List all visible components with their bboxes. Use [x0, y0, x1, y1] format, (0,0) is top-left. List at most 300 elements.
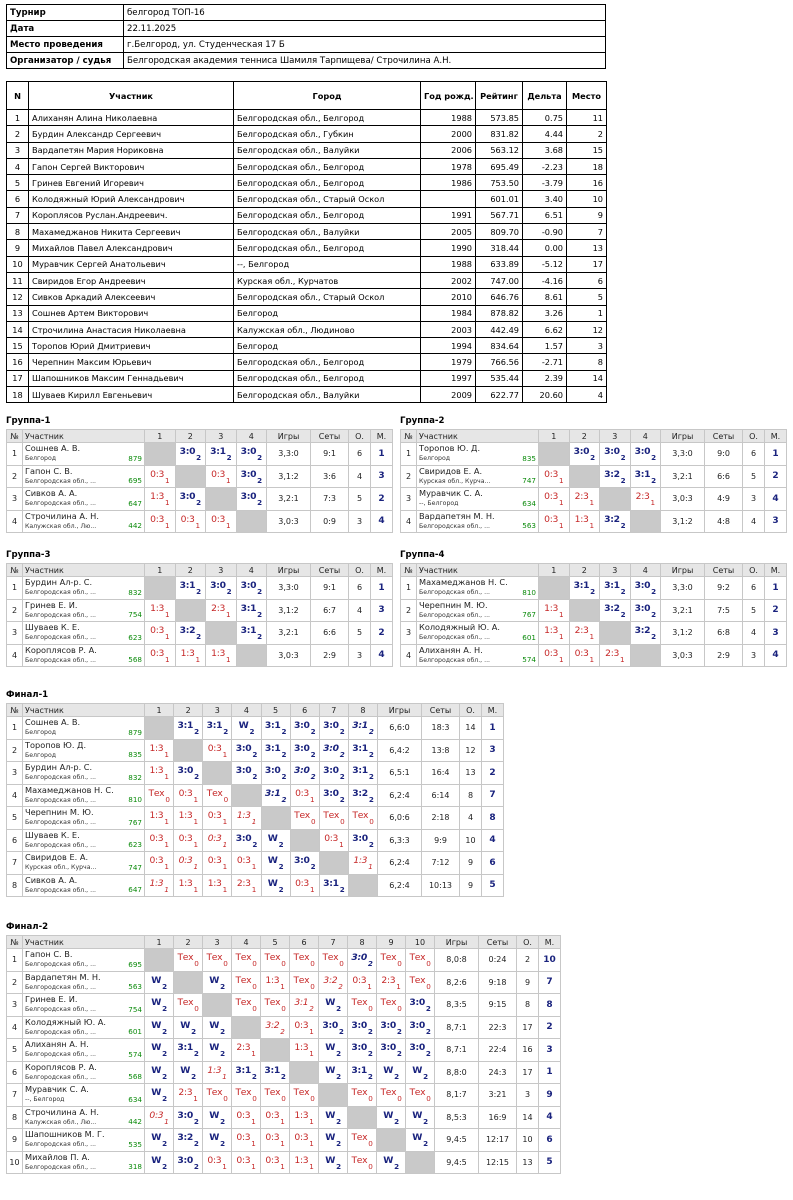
match-score[interactable]: [145, 971, 174, 994]
match-score[interactable]: [232, 717, 261, 740]
score-points: 2: [257, 475, 262, 485]
match-score[interactable]: [236, 443, 267, 466]
match-score[interactable]: [406, 1129, 435, 1152]
score-points: 2: [620, 453, 626, 462]
match-score[interactable]: [206, 577, 237, 600]
match-score[interactable]: [175, 443, 206, 466]
match-score[interactable]: [319, 807, 348, 830]
match-score[interactable]: [174, 1129, 203, 1152]
match-score[interactable]: [203, 1016, 232, 1039]
match-score[interactable]: [145, 874, 174, 897]
match-score[interactable]: [600, 577, 631, 600]
player-cell[interactable]: [23, 717, 145, 740]
match-score[interactable]: [348, 994, 377, 1017]
player-cell[interactable]: [417, 577, 539, 600]
match-score[interactable]: [539, 599, 570, 622]
match-score[interactable]: [232, 1151, 261, 1174]
score-value: 1:31: [236, 810, 257, 826]
match-score[interactable]: [261, 762, 290, 785]
match-score[interactable]: [203, 784, 232, 807]
match-score[interactable]: [630, 443, 661, 466]
match-score[interactable]: [290, 784, 319, 807]
score-value: Тех0: [206, 952, 228, 968]
match-score[interactable]: [319, 762, 348, 785]
match-score[interactable]: [206, 599, 237, 622]
match-score[interactable]: [174, 1084, 203, 1107]
header-games: Игры: [435, 936, 479, 949]
match-score[interactable]: [232, 762, 261, 785]
match-score[interactable]: [319, 784, 348, 807]
match-score[interactable]: [145, 829, 174, 852]
score-points: 2: [191, 1071, 196, 1081]
match-score[interactable]: [236, 599, 267, 622]
match-score[interactable]: [145, 622, 176, 645]
match-score[interactable]: [145, 1151, 174, 1174]
match-score[interactable]: [630, 488, 661, 511]
score-points: 2: [339, 794, 345, 804]
match-score[interactable]: [261, 971, 290, 994]
match-score[interactable]: [174, 762, 203, 785]
player-games: 8,1:7: [435, 1084, 479, 1107]
player-cell[interactable]: [23, 1151, 145, 1174]
player-cell[interactable]: [23, 1016, 145, 1039]
match-score[interactable]: [203, 852, 232, 875]
match-score[interactable]: [569, 622, 600, 645]
match-score[interactable]: [174, 1151, 203, 1174]
match-score[interactable]: [203, 1039, 232, 1062]
player-cell[interactable]: [417, 443, 539, 466]
score-value: W2: [238, 720, 255, 736]
match-score[interactable]: [319, 1039, 348, 1062]
score-value: 3:12: [240, 625, 262, 641]
match-score[interactable]: [377, 1061, 406, 1084]
match-score[interactable]: [174, 807, 203, 830]
match-score[interactable]: [261, 829, 290, 852]
player-cell[interactable]: [23, 443, 145, 466]
match-score[interactable]: [319, 971, 348, 994]
player-cell[interactable]: [23, 971, 145, 994]
match-score[interactable]: [145, 1106, 174, 1129]
match-score[interactable]: [174, 852, 203, 875]
player-cell[interactable]: [23, 510, 145, 533]
match-score[interactable]: [261, 1151, 290, 1174]
score-points: 1: [164, 1116, 169, 1126]
match-score[interactable]: [630, 465, 661, 488]
player-cell[interactable]: [417, 622, 539, 645]
match-score[interactable]: [569, 644, 600, 667]
score-value: 3:02: [294, 742, 316, 759]
match-score[interactable]: [290, 874, 319, 897]
player-cell[interactable]: [23, 577, 145, 600]
match-score[interactable]: [174, 1016, 203, 1039]
match-score[interactable]: [175, 644, 206, 667]
match-score[interactable]: [600, 644, 631, 667]
match-score[interactable]: [348, 971, 377, 994]
match-score[interactable]: [539, 622, 570, 645]
player-games: 8,2:6: [435, 971, 479, 994]
match-score[interactable]: [348, 1084, 377, 1107]
match-score[interactable]: [206, 465, 237, 488]
score-value: 3:12: [177, 1042, 199, 1058]
match-score[interactable]: [203, 971, 232, 994]
match-score[interactable]: [145, 510, 176, 533]
diagonal-cell: [569, 599, 600, 622]
header-name: Участник: [23, 704, 145, 717]
match-score[interactable]: [232, 852, 261, 875]
match-score[interactable]: [406, 971, 435, 994]
player-cell[interactable]: [23, 784, 145, 807]
player-city: Белгородская обл., ...: [25, 1051, 97, 1058]
diagonal-cell: [232, 784, 261, 807]
player-cell[interactable]: [23, 599, 145, 622]
match-score[interactable]: [175, 622, 206, 645]
match-score[interactable]: [290, 1039, 319, 1062]
player-cell[interactable]: [23, 949, 145, 972]
match-score[interactable]: [203, 739, 232, 762]
score-value: Тех0: [206, 1087, 228, 1103]
match-score[interactable]: [145, 1061, 174, 1084]
match-score[interactable]: [600, 599, 631, 622]
player-cell[interactable]: [23, 488, 145, 511]
match-score[interactable]: [261, 874, 290, 897]
match-score[interactable]: [377, 971, 406, 994]
match-score[interactable]: [175, 577, 206, 600]
match-score[interactable]: [232, 1106, 261, 1129]
group-row: [401, 488, 787, 511]
match-score[interactable]: [290, 1084, 319, 1107]
match-score[interactable]: [290, 994, 319, 1017]
match-score[interactable]: [319, 1061, 348, 1084]
participants-header: Город: [234, 82, 421, 110]
match-score[interactable]: [348, 762, 377, 785]
player-cell[interactable]: [417, 599, 539, 622]
match-score[interactable]: [261, 1129, 290, 1152]
match-score[interactable]: [539, 644, 570, 667]
match-score[interactable]: [145, 488, 176, 511]
match-score[interactable]: [174, 784, 203, 807]
match-score[interactable]: [232, 807, 261, 830]
match-score[interactable]: [348, 852, 377, 875]
match-score[interactable]: [145, 644, 176, 667]
participant-cell: 5: [7, 175, 29, 191]
score-points: 0: [223, 794, 228, 804]
match-score[interactable]: [174, 949, 203, 972]
match-score[interactable]: [175, 510, 206, 533]
participant-cell: 8.61: [523, 289, 567, 305]
match-score[interactable]: [319, 739, 348, 762]
participant-cell: 2006: [421, 142, 476, 158]
match-score[interactable]: [377, 1106, 406, 1129]
score-value: 3:02: [409, 997, 431, 1013]
score-value: 3:12: [264, 720, 287, 736]
match-score[interactable]: [348, 807, 377, 830]
match-score[interactable]: [290, 1106, 319, 1129]
player-cell[interactable]: [23, 1106, 145, 1129]
score-value: 3:12: [634, 468, 656, 485]
group-header-row: [7, 564, 393, 577]
match-score[interactable]: [539, 488, 570, 511]
player-rating: 568: [128, 1072, 142, 1081]
group-row: [401, 443, 787, 466]
match-score[interactable]: [236, 622, 267, 645]
player-points: 3: [743, 644, 765, 667]
match-score[interactable]: [319, 949, 348, 972]
match-score[interactable]: [232, 1039, 261, 1062]
score-points: 2: [339, 727, 345, 736]
score-value: W2: [151, 1087, 167, 1103]
player-points: 4: [743, 622, 765, 645]
match-score[interactable]: [406, 1106, 435, 1129]
match-score[interactable]: [203, 807, 232, 830]
match-score[interactable]: [348, 1129, 377, 1152]
score-points: 1: [559, 475, 564, 485]
match-score[interactable]: [348, 829, 377, 852]
match-score[interactable]: [232, 739, 261, 762]
match-score[interactable]: [261, 1016, 290, 1039]
header-no: №: [7, 936, 23, 949]
match-score[interactable]: [406, 949, 435, 972]
score-points: 1: [280, 1116, 285, 1126]
match-score[interactable]: [319, 1016, 348, 1039]
match-score[interactable]: [377, 1039, 406, 1062]
player-cell[interactable]: [417, 644, 539, 667]
diagonal-cell: [630, 510, 661, 533]
match-score[interactable]: [174, 1061, 203, 1084]
match-score[interactable]: [569, 577, 600, 600]
player-rating: 442: [128, 1117, 142, 1126]
match-score[interactable]: [145, 599, 176, 622]
header-points: О.: [349, 564, 371, 577]
match-score[interactable]: [290, 852, 319, 875]
match-score[interactable]: [600, 443, 631, 466]
match-score[interactable]: [261, 1061, 290, 1084]
match-score[interactable]: [319, 1106, 348, 1129]
match-score[interactable]: [232, 1061, 261, 1084]
match-score[interactable]: [406, 1061, 435, 1084]
match-score[interactable]: [377, 1016, 406, 1039]
match-score[interactable]: [569, 510, 600, 533]
match-score[interactable]: [290, 739, 319, 762]
match-score[interactable]: [232, 1084, 261, 1107]
match-score[interactable]: [145, 465, 176, 488]
player-cell[interactable]: [417, 488, 539, 511]
match-score[interactable]: [174, 874, 203, 897]
match-score[interactable]: [232, 1129, 261, 1152]
player-rating: 634: [522, 498, 536, 508]
match-score[interactable]: [261, 949, 290, 972]
score-value: 0:31: [178, 855, 198, 871]
participant-cell: 1986: [421, 175, 476, 191]
player-cell[interactable]: [23, 1039, 145, 1062]
match-score[interactable]: [290, 762, 319, 785]
match-score[interactable]: [319, 994, 348, 1017]
match-score[interactable]: [348, 1016, 377, 1039]
match-score[interactable]: [174, 1039, 203, 1062]
match-score[interactable]: [377, 994, 406, 1017]
player-cell[interactable]: [23, 874, 145, 897]
match-score[interactable]: [145, 852, 174, 875]
score-points: 0: [397, 1004, 402, 1013]
match-score[interactable]: [348, 1151, 377, 1174]
match-score[interactable]: [406, 1084, 435, 1107]
match-score[interactable]: [348, 739, 377, 762]
diagonal-cell: [174, 971, 203, 994]
match-score[interactable]: [145, 1016, 174, 1039]
match-score[interactable]: [174, 994, 203, 1017]
match-score[interactable]: [206, 644, 237, 667]
match-score[interactable]: [145, 1129, 174, 1152]
match-score[interactable]: [174, 1106, 203, 1129]
player-cell[interactable]: [23, 1061, 145, 1084]
score-points: 1: [339, 839, 344, 849]
score-value: 2:31: [211, 602, 231, 619]
match-score[interactable]: [600, 510, 631, 533]
match-score[interactable]: [406, 1039, 435, 1062]
match-score[interactable]: [232, 949, 261, 972]
score-value: 2:31: [381, 974, 401, 991]
player-cell[interactable]: [23, 622, 145, 645]
player-games: 3,2:1: [267, 622, 311, 645]
match-score[interactable]: [290, 971, 319, 994]
match-score[interactable]: [290, 1129, 319, 1152]
match-score[interactable]: [290, 949, 319, 972]
match-score[interactable]: [539, 510, 570, 533]
match-score[interactable]: [348, 1061, 377, 1084]
match-score[interactable]: [203, 949, 232, 972]
match-score[interactable]: [203, 829, 232, 852]
match-score[interactable]: [206, 510, 237, 533]
header-games: Игры: [378, 704, 422, 717]
group-table: [6, 703, 504, 897]
match-score[interactable]: [203, 1061, 232, 1084]
match-score[interactable]: [236, 488, 267, 511]
match-score[interactable]: [319, 717, 348, 740]
match-score[interactable]: [145, 762, 174, 785]
match-score[interactable]: [203, 1151, 232, 1174]
match-score[interactable]: [348, 1039, 377, 1062]
match-score[interactable]: [203, 1106, 232, 1129]
match-score[interactable]: [145, 784, 174, 807]
match-score[interactable]: [261, 1106, 290, 1129]
participant-cell: 13: [7, 305, 29, 321]
match-score[interactable]: [145, 1039, 174, 1062]
match-score[interactable]: [377, 1151, 406, 1174]
match-score[interactable]: [175, 488, 206, 511]
player-games: 3,0:3: [661, 644, 705, 667]
match-score[interactable]: [348, 949, 377, 972]
participant-cell: Белгородская обл., Старый Оскол: [234, 289, 421, 305]
match-score[interactable]: [377, 949, 406, 972]
match-score[interactable]: [261, 852, 290, 875]
match-score[interactable]: [630, 622, 661, 645]
match-score[interactable]: [232, 971, 261, 994]
player-cell[interactable]: [417, 510, 539, 533]
participant-cell: 1988: [421, 110, 476, 126]
player-cell[interactable]: [23, 644, 145, 667]
match-score[interactable]: [203, 1084, 232, 1107]
match-score[interactable]: [539, 465, 570, 488]
player-games: 8,8:0: [435, 1061, 479, 1084]
match-score[interactable]: [203, 874, 232, 897]
player-cell[interactable]: [23, 994, 145, 1017]
score-value: W2: [151, 1154, 167, 1171]
match-score[interactable]: [377, 1084, 406, 1107]
match-score[interactable]: [232, 874, 261, 897]
player-cell[interactable]: [23, 807, 145, 830]
participant-cell: 878.82: [476, 305, 523, 321]
match-score[interactable]: [348, 784, 377, 807]
score-value: Тех0: [235, 952, 257, 968]
match-score[interactable]: [261, 784, 290, 807]
match-score[interactable]: [319, 1151, 348, 1174]
match-score[interactable]: [203, 1129, 232, 1152]
match-score[interactable]: [261, 1084, 290, 1107]
match-score[interactable]: [569, 443, 600, 466]
match-score[interactable]: [290, 1016, 319, 1039]
player-cell[interactable]: [23, 762, 145, 785]
match-score[interactable]: [348, 717, 377, 740]
match-score[interactable]: [145, 1084, 174, 1107]
row-number: 3: [401, 622, 417, 645]
player-cell[interactable]: [23, 829, 145, 852]
match-score[interactable]: [319, 874, 348, 897]
player-cell[interactable]: [23, 1129, 145, 1152]
player-place: 10: [539, 949, 561, 972]
player-cell[interactable]: [23, 852, 145, 875]
match-score[interactable]: [261, 717, 290, 740]
match-score[interactable]: [145, 994, 174, 1017]
player-cell[interactable]: [23, 1084, 145, 1107]
score-points: 2: [226, 587, 232, 596]
match-score[interactable]: [290, 717, 319, 740]
match-score[interactable]: [319, 1129, 348, 1152]
match-score[interactable]: [319, 829, 348, 852]
match-score[interactable]: [600, 465, 631, 488]
match-score[interactable]: [232, 994, 261, 1017]
match-score[interactable]: [203, 717, 232, 740]
match-score[interactable]: [236, 465, 267, 488]
match-score[interactable]: [406, 994, 435, 1017]
match-score[interactable]: [290, 807, 319, 830]
player-city: Белгородская обл., ...: [25, 819, 97, 826]
match-score[interactable]: [406, 1016, 435, 1039]
score-points: 1: [559, 609, 564, 619]
match-score[interactable]: [174, 829, 203, 852]
match-score[interactable]: [261, 994, 290, 1017]
match-score[interactable]: [630, 599, 661, 622]
header-opponent: 3: [203, 936, 232, 949]
score-value: 3:02: [323, 765, 345, 781]
match-score[interactable]: [569, 488, 600, 511]
participant-cell: 601.01: [476, 191, 523, 207]
player-place: 3: [539, 1039, 561, 1062]
player-cell[interactable]: [417, 465, 539, 488]
player-cell[interactable]: [23, 465, 145, 488]
match-score[interactable]: [236, 577, 267, 600]
match-score[interactable]: [145, 739, 174, 762]
score-points: 2: [310, 772, 316, 781]
match-score[interactable]: [290, 1151, 319, 1174]
match-score[interactable]: [206, 443, 237, 466]
score-points: 1: [222, 1161, 227, 1171]
score-value: 0:31: [211, 513, 231, 530]
match-score[interactable]: [145, 807, 174, 830]
match-score[interactable]: [174, 717, 203, 740]
match-score[interactable]: [232, 829, 261, 852]
match-score[interactable]: [630, 577, 661, 600]
match-score[interactable]: [261, 739, 290, 762]
player-cell[interactable]: [23, 739, 145, 762]
